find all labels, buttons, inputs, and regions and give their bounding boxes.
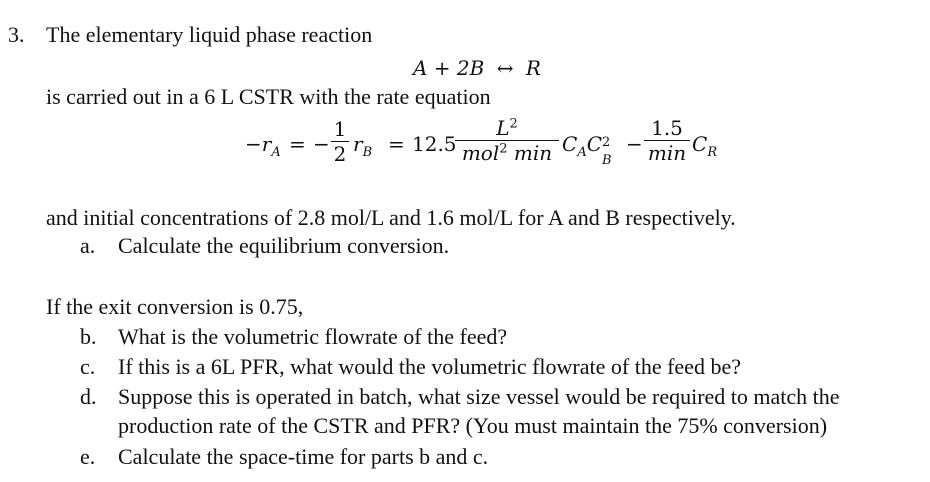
reaction-arrow: ↔ — [496, 56, 514, 80]
k1-units-fraction: $L^2$ mol$^2$ min — [455, 116, 559, 165]
initial-concentrations: and initial concentrations of 2.8 mol/L and 1.6 mol/L for A and B respectively. — [46, 205, 736, 230]
part-e-text: Calculate the space-time for parts b and c. — [118, 444, 489, 469]
exit-conversion: If the exit conversion is 0.75, — [46, 294, 304, 319]
reaction-rhs: R — [525, 56, 541, 80]
reaction-lhs: A + 2B — [413, 56, 485, 80]
part-e-letter: e. — [80, 444, 96, 469]
rate-eq1: = — [289, 132, 306, 156]
part-c-text: If this is a 6L PFR, what would the volumetric flowrate of the feed be? — [118, 354, 741, 379]
rate-ca-cb: $C_AC$ 2 B — [562, 132, 612, 168]
rate-rb: $r_B$ — [353, 132, 373, 160]
cstr-statement: is carried out in a 6 L CSTR with the rate equation — [46, 84, 491, 109]
reaction-equation — [413, 56, 541, 80]
problem-intro: The elementary liquid phase reaction — [46, 22, 373, 47]
part-a-text: Calculate the equilibrium conversion. — [118, 233, 450, 258]
rate-minus: − — [313, 132, 330, 156]
half-fraction: 1 2 — [331, 117, 349, 166]
part-a-letter: a. — [80, 233, 96, 258]
problem-number: 3. — [8, 22, 25, 47]
rate-eq2: = — [388, 132, 405, 156]
k2-units-fraction: 1.5 min — [644, 116, 690, 165]
rate-lhs: $-r_A$ — [245, 132, 281, 160]
rate-minus2: − — [626, 132, 643, 156]
rate-cr: $C_R$ — [692, 132, 718, 160]
part-d-letter: d. — [80, 384, 97, 409]
part-c-letter: c. — [80, 354, 96, 379]
part-b-letter: b. — [80, 324, 97, 349]
part-d-text: Suppose this is operated in batch, what size vessel would be required to match the — [118, 384, 840, 409]
part-b-text: What is the volumetric flowrate of the feed? — [118, 324, 508, 349]
rate-k1: 12.5 — [412, 132, 457, 156]
part-d-text-continued: production rate of the CSTR and PFR? (You must maintain the 75% conversion) — [118, 413, 828, 438]
